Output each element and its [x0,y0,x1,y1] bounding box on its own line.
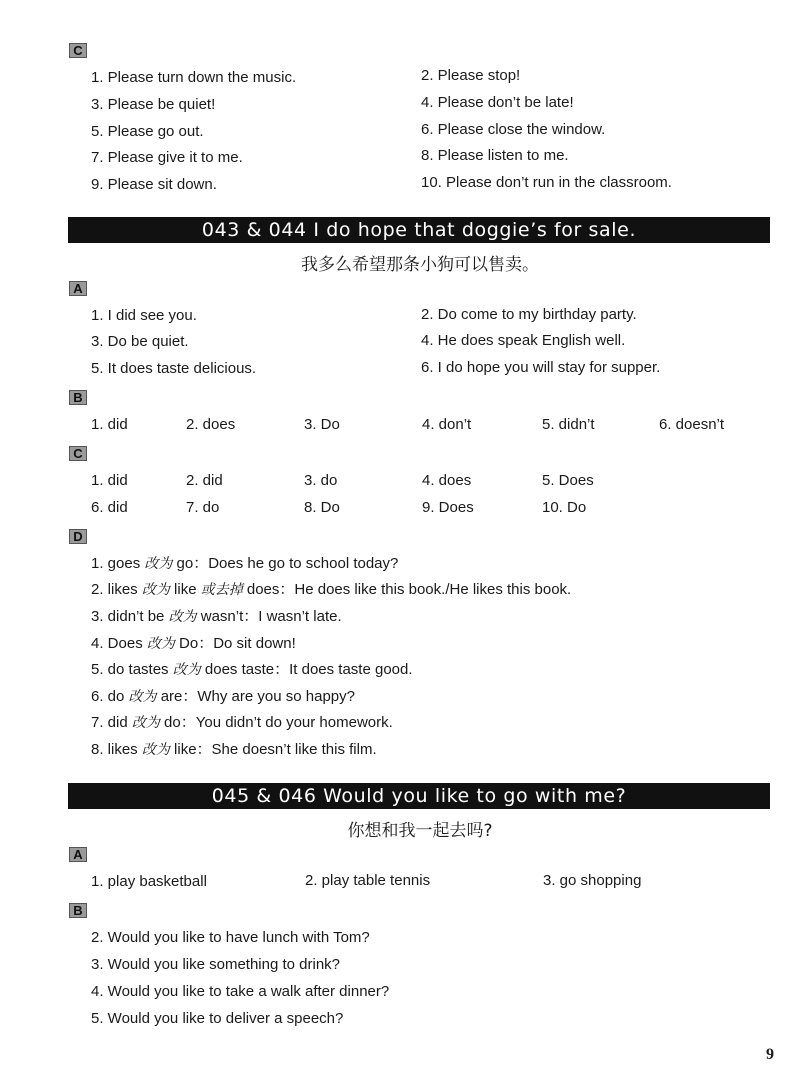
lesson-title-bar: 043 & 044 I do hope that doggie’s for sale. [68,217,770,243]
answer-line: 6. Please close the window. [421,121,606,138]
change-to-label: 改为 [128,689,157,705]
correction-line [91,714,393,732]
answer-item: 4. don’t [422,416,472,433]
correction-line [91,608,342,626]
lesson-title-bar: 045 & 046 Would you like to go with me? [68,783,770,809]
change-to-label: 改为 [168,609,197,625]
change-to-label: 改为 [141,742,170,758]
answer-item: 6. did [91,499,128,516]
answer-line: 1. Please turn down the music. [91,69,297,86]
change-to-label: 改为 [172,662,201,678]
correction-result: do：You didn’t do your homework. [159,714,393,731]
answer-item: 3. go shopping [543,872,642,889]
correction-original: 6. do [91,688,129,705]
correction-result: are：Why are you so happy? [156,688,355,705]
section-b-badge: B [69,390,87,405]
correction-original: 1. goes [91,555,145,572]
section-d-badge: D [69,529,87,544]
correction-line [91,741,377,759]
correction-result: go：Does he go to school today? [172,555,399,572]
answer-item: 2. does [186,416,236,433]
correction-line [91,555,398,573]
change-to-label: 改为 [141,582,170,598]
lesson-subtitle: 我多么希望那条小狗可以售卖。 [301,255,539,275]
answer-line: 2. Do come to my birthday party. [421,306,637,323]
answer-item: 2. play table tennis [305,872,431,889]
answer-line: 7. Please give it to me. [91,149,243,166]
section-a-badge: A [69,281,87,296]
answer-item: 7. do [186,499,220,516]
answer-line: 5. Would you like to deliver a speech? [91,1010,344,1027]
answer-item: 5. Does [542,472,594,489]
answer-item: 10. Do [542,499,587,516]
answer-line: 4. He does speak English well. [421,332,626,349]
correction-original: 2. likes [91,581,142,598]
lesson-subtitle: 你想和我一起去吗? [347,821,493,841]
section-c-badge: C [69,43,87,58]
answer-item: 3. Do [304,416,340,433]
answer-item: 4. does [422,472,472,489]
answer-line: 4. Please don’t be late! [421,94,574,111]
answer-line: 8. Please listen to me. [421,147,569,164]
answer-line: 10. Please don’t run in the classroom. [421,174,672,191]
answer-line: 9. Please sit down. [91,176,217,193]
answer-line: 6. I do hope you will stay for supper. [421,359,661,376]
answer-line: 5. Please go out. [91,123,204,140]
answer-item: 8. Do [304,499,340,516]
answer-line: 3. Please be quiet! [91,96,216,113]
answer-line: 2. Please stop! [421,67,521,84]
answer-item: 1. play basketball [91,873,207,890]
page-number: 9 [766,1046,774,1063]
correction-original: 4. Does [91,635,147,652]
correction-result: does：He does like this book./He likes this book. [242,581,572,598]
change-to-label: 改为 [131,715,160,731]
correction-original: 7. did [91,714,132,731]
answer-item: 9. Does [422,499,474,516]
correction-line [91,688,355,706]
correction-result: like：She doesn’t like this film. [169,741,377,758]
change-to-label: 改为 [144,556,173,572]
section-a-badge: A [69,847,87,862]
correction-line [91,581,571,599]
answer-line: 5. It does taste delicious. [91,360,257,377]
section-c-badge: C [69,446,87,461]
correction-original: 8. likes [91,741,142,758]
answer-item: 5. didn’t [542,416,595,433]
section-b-badge: B [69,903,87,918]
correction-result: wasn’t：I wasn’t late. [196,608,342,625]
correction-original: 5. do tastes [91,661,173,678]
or-remove-label: 或去掉 [200,582,243,598]
change-to-label: 改为 [146,636,175,652]
answer-line: 2. Would you like to have lunch with Tom? [91,929,370,946]
answer-line: 3. Do be quiet. [91,333,189,350]
correction-result: like [169,581,201,598]
correction-line [91,635,296,653]
answer-item: 2. did [186,472,223,489]
correction-result: does taste：It does taste good. [200,661,413,678]
answer-line: 4. Would you like to take a walk after dinner? [91,983,390,1000]
correction-result: Do：Do sit down! [174,635,296,652]
answer-line: 1. I did see you. [91,307,197,324]
answer-item: 3. do [304,472,338,489]
answer-item: 1. did [91,416,128,433]
answer-item: 6. doesn’t [659,416,725,433]
answer-item: 1. did [91,472,128,489]
correction-original: 3. didn’t be [91,608,169,625]
answer-line: 3. Would you like something to drink? [91,956,341,973]
correction-line [91,661,413,679]
